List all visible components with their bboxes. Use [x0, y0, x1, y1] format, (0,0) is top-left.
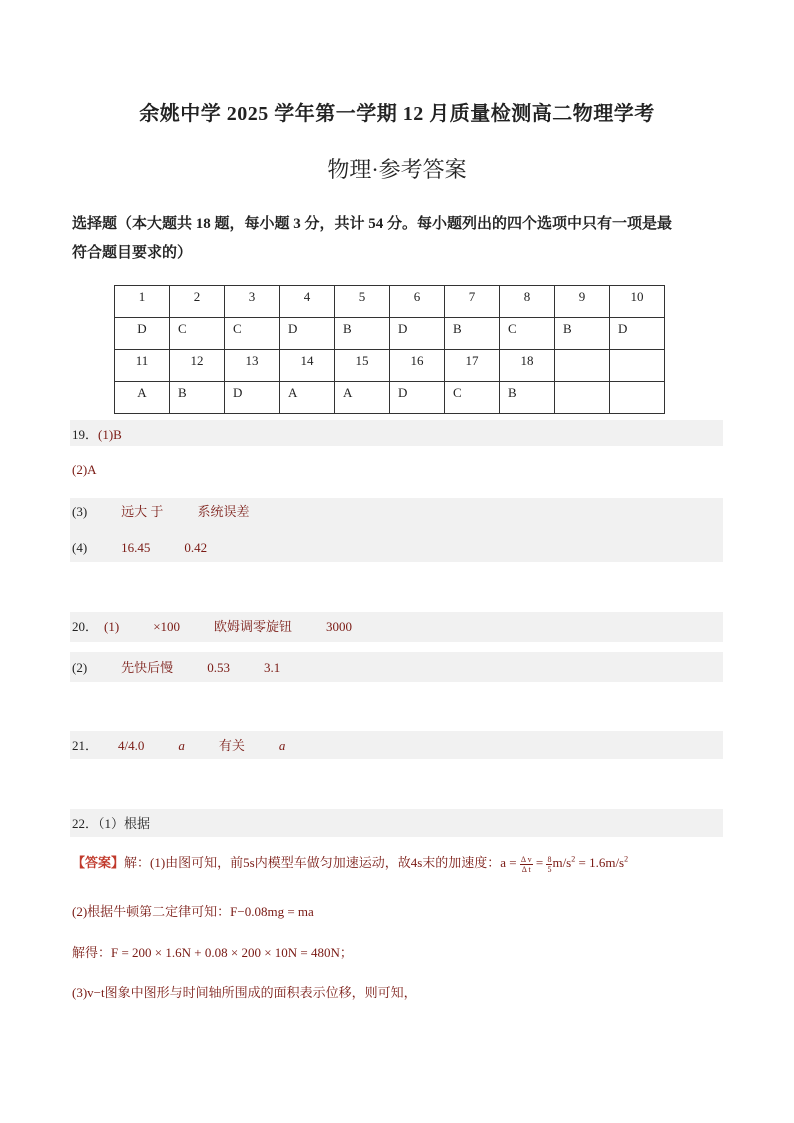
table-cell: D: [225, 382, 280, 414]
q22-solution-1: 解：(1)由图可知，前5s内模型车做匀加速运动，故4s末的加速度：a =: [124, 855, 517, 870]
q20-line-1: [72, 616, 352, 635]
table-cell: [610, 350, 665, 382]
q22-line-3: (2)根据牛顿第二定律可知：F−0.08mg = ma: [72, 904, 314, 919]
table-cell: B: [335, 318, 390, 350]
document-subtitle: 物理·参考答案: [327, 157, 467, 182]
table-cell: C: [500, 318, 555, 350]
table-cell: 12: [170, 350, 225, 382]
table-cell: C: [170, 318, 225, 350]
table-cell: A: [335, 382, 390, 414]
table-cell: 6: [390, 286, 445, 318]
table-cell: 10: [610, 286, 665, 318]
q22-line-2: 【答案】解：(1)由图可知，前5s内模型车做匀加速运动，故4s末的加速度：a = $\frac{\text{Δ v}}{\text{Δ t}}$ = $\frac{8}{5}$ $m/s^2 = 1.6m/s^2$: [72, 854, 629, 874]
table-cell: D: [115, 318, 170, 350]
table-row: [115, 318, 665, 350]
table-cell: D: [390, 318, 445, 350]
table-cell: C: [225, 318, 280, 350]
table-cell: D: [280, 318, 335, 350]
table-cell: 17: [445, 350, 500, 382]
table-cell: 4: [280, 286, 335, 318]
q19-line-4: [72, 540, 207, 556]
table-cell: 8: [500, 286, 555, 318]
q19-answer-3b: 系统误差: [197, 504, 250, 519]
q19-answer-3a: 远大 于: [121, 504, 164, 519]
table-cell: 16: [390, 350, 445, 382]
table-row: [115, 286, 665, 318]
q20-part-2: (2): [72, 660, 88, 675]
q20-number: 20．: [72, 619, 99, 634]
table-cell: B: [500, 382, 555, 414]
fraction-dv-dt: $\frac{\text{Δ v}}{\text{Δ t}}$: [520, 854, 532, 874]
q21-number: 21．: [72, 738, 99, 753]
q20-answer-1b: 欧姆调零旋钮: [214, 619, 293, 634]
q19-part-4: (4): [72, 540, 88, 555]
q22-line-5: (3)v−t图象中图形与时间轴所围成的面积表示位移，则可知，: [72, 985, 417, 1000]
table-cell: 13: [225, 350, 280, 382]
table-cell: 14: [280, 350, 335, 382]
q20-part-1: (1): [104, 619, 120, 634]
table-cell: 11: [115, 350, 170, 382]
q20-answer-2b: 0.53: [207, 660, 230, 675]
q20-answer-1c: 3000: [326, 619, 353, 634]
table-cell: B: [170, 382, 225, 414]
q19-line-3: [72, 501, 249, 520]
q20-answer-2c: 3.1: [263, 660, 281, 675]
table-cell: 7: [445, 286, 500, 318]
q20-answer-2a: 先快后慢: [121, 660, 174, 675]
table-cell: 1: [115, 286, 170, 318]
fraction-8-5: $\frac{8}{5}$: [547, 854, 552, 874]
section-intro: [72, 210, 727, 268]
q19-answer-4b: 0.42: [184, 540, 208, 555]
q21-line: [72, 735, 285, 754]
table-cell: 5: [335, 286, 390, 318]
table-cell: D: [390, 382, 445, 414]
answer-table: [114, 285, 665, 414]
q21-answer-d: a: [278, 738, 286, 753]
table-cell: A: [115, 382, 170, 414]
document-title: 余姚中学 2025 学年第一学期 12 月质量检测高二物理学考: [139, 103, 655, 125]
q19-number: 19．: [72, 427, 99, 442]
q20-line-2: [72, 657, 280, 676]
table-cell: [610, 382, 665, 414]
table-cell: 2: [170, 286, 225, 318]
table-row: [115, 350, 665, 382]
table-row: [115, 382, 665, 414]
table-cell: 9: [555, 286, 610, 318]
table-cell: [555, 382, 610, 414]
q19-part-3: (3): [72, 504, 88, 519]
q22-line-4: 解得：F = 200 × 1.6N + 0.08 × 200 × 10N = 480N；: [72, 945, 353, 960]
table-cell: [555, 350, 610, 382]
table-cell: D: [610, 318, 665, 350]
q20-answer-1a: ×100: [153, 619, 181, 634]
table-cell: B: [445, 318, 500, 350]
table-cell: B: [555, 318, 610, 350]
table-cell: 15: [335, 350, 390, 382]
intro-line-1: 选择题（本大题共 18 题，每小题 3 分，共计 54 分。每小题列出的四个选项中只有一项是最: [72, 216, 673, 232]
q19-answer-1: (1)B: [98, 427, 122, 442]
highlight-band: [70, 420, 723, 446]
table-cell: 3: [225, 286, 280, 318]
answer-label: 【答案】: [72, 855, 125, 870]
table-cell: A: [280, 382, 335, 414]
table-cell: 18: [500, 350, 555, 382]
q19-line-1: [72, 424, 122, 443]
intro-line-2: 符合题目要求的）: [72, 245, 193, 261]
q21-answer-b: a: [178, 738, 185, 753]
q19-line-2: (2)A: [72, 462, 97, 477]
q21-answer-a: 4/4.0: [118, 738, 145, 753]
q19-answer-4a: 16.45: [121, 540, 151, 555]
highlight-band: [70, 809, 723, 837]
q21-answer-c: 有关: [218, 738, 245, 753]
table-cell: C: [445, 382, 500, 414]
q22-line-1: 22．（1）根据: [72, 816, 151, 831]
